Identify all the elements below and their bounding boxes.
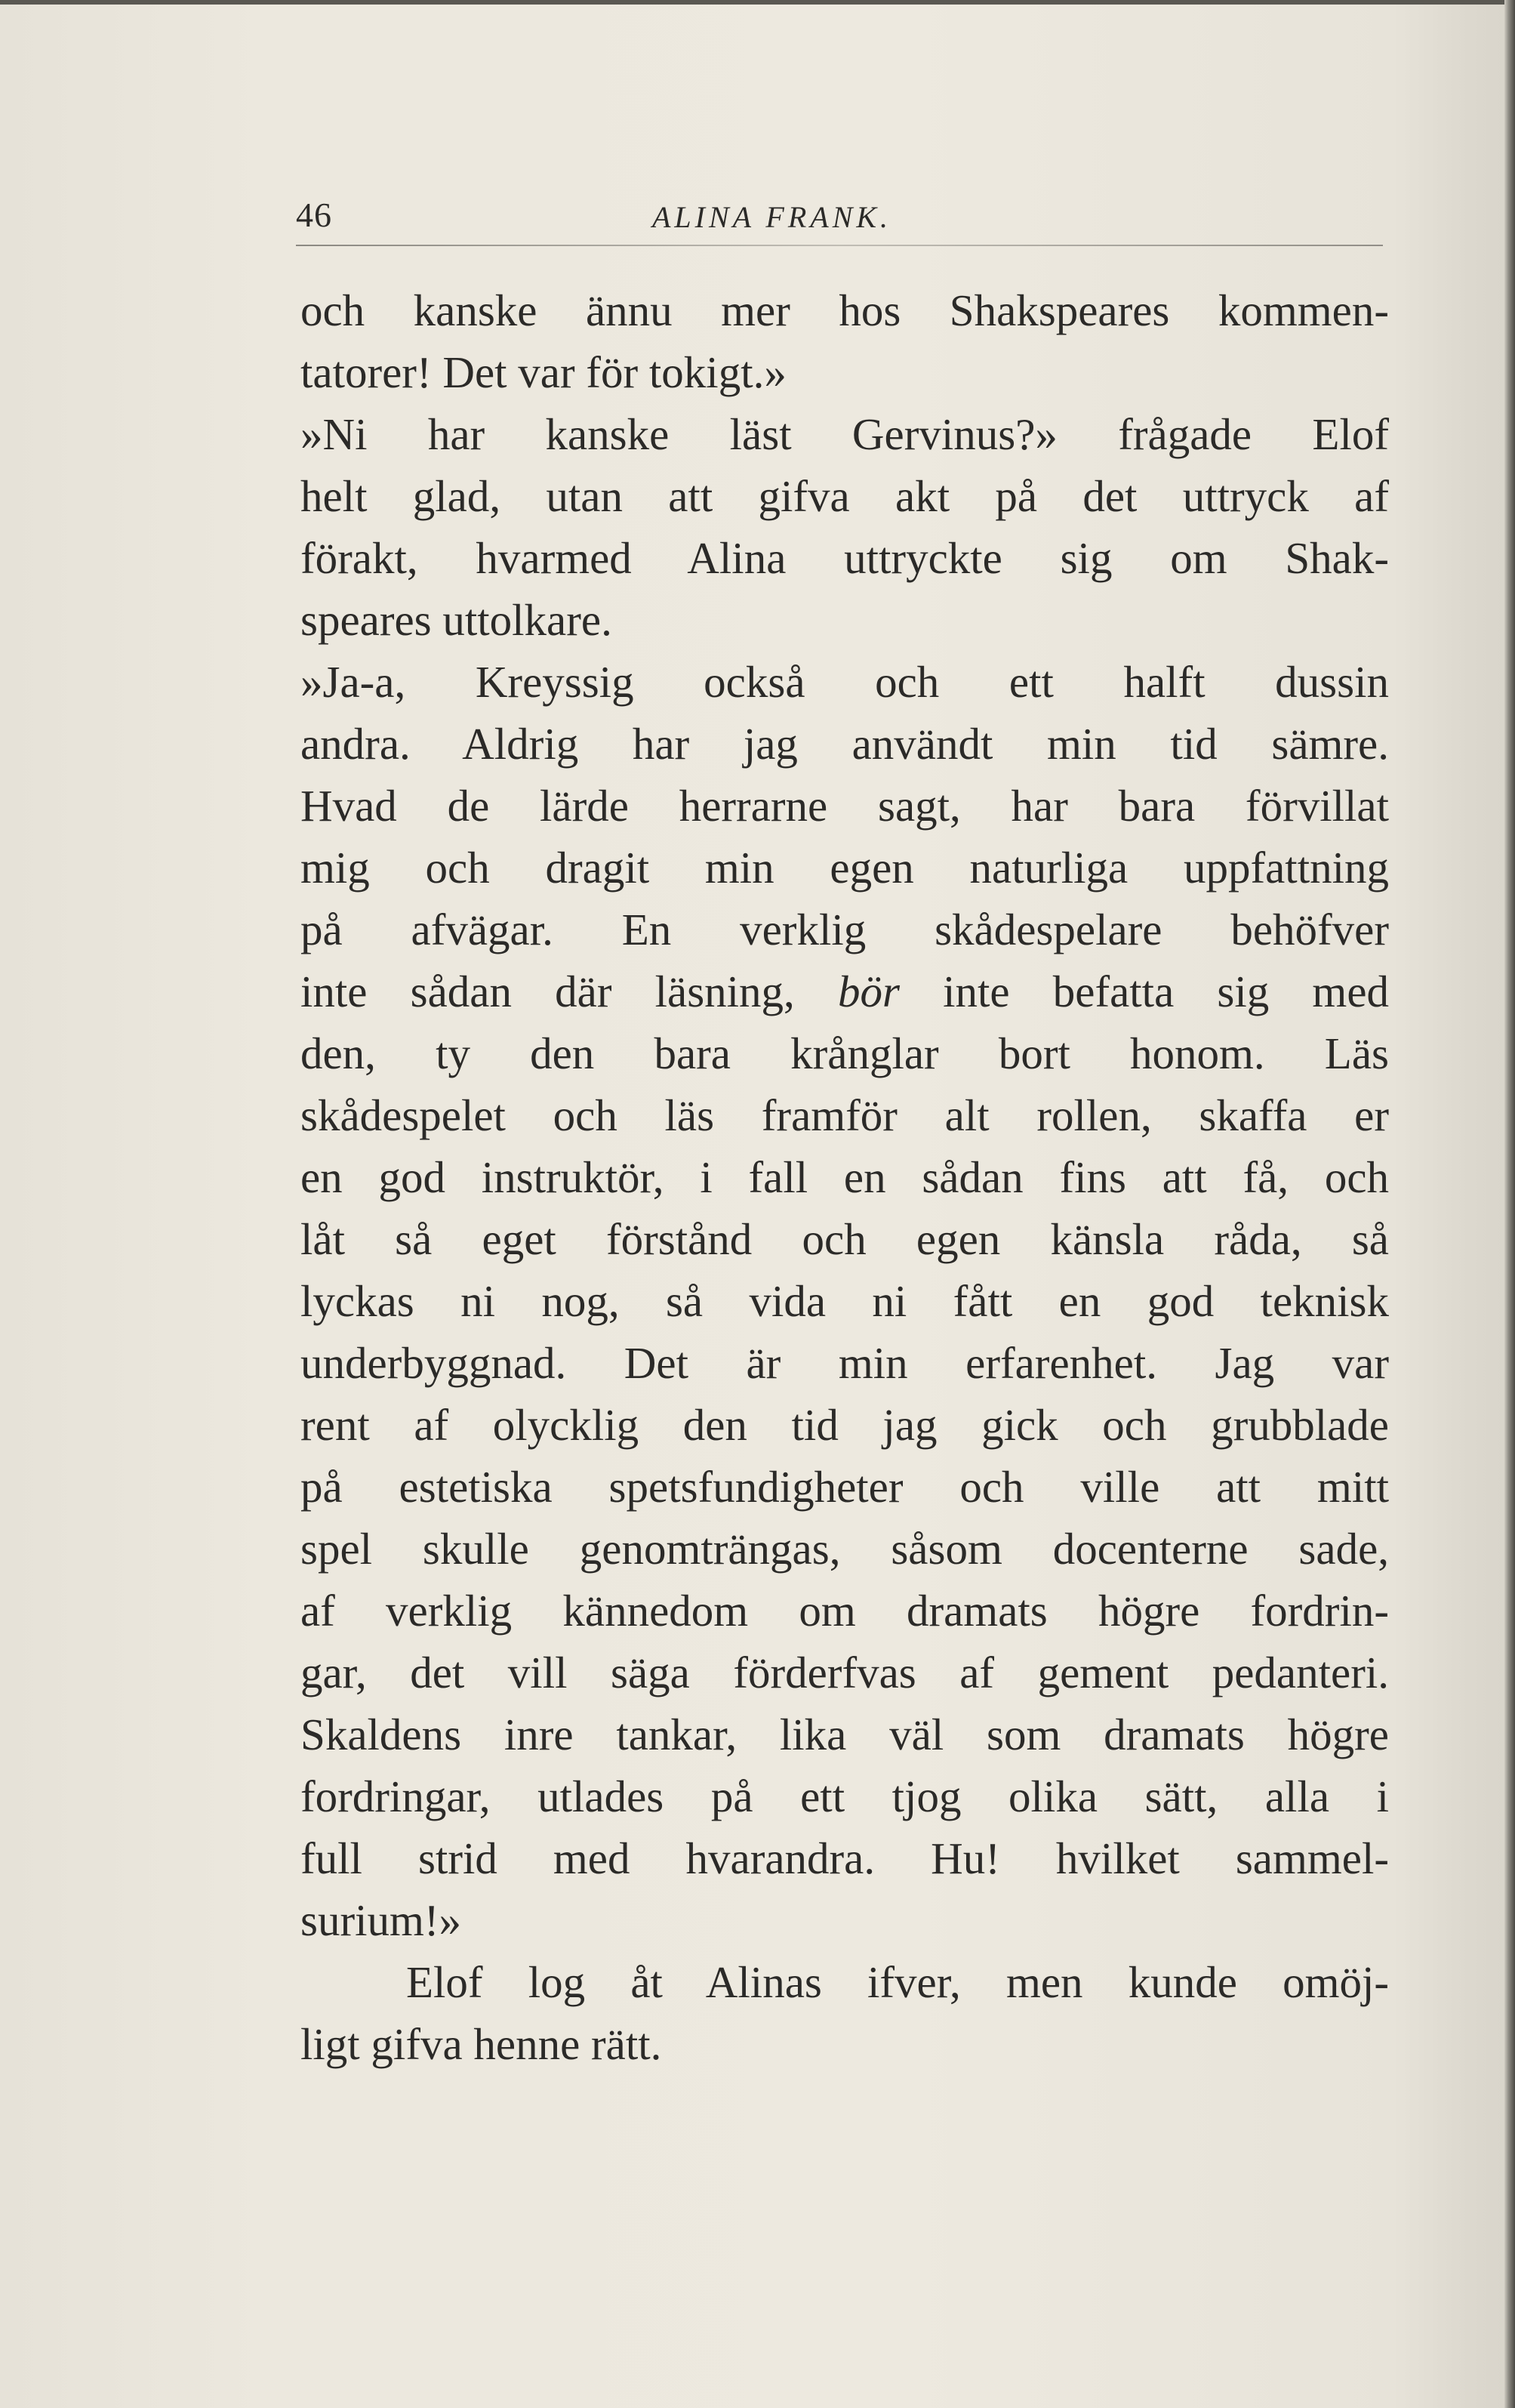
text-line: på afvägar. En verklig skådespelare behöfver (300, 905, 1389, 954)
text-line: spel skulle genomträngas, såsom docenterne sade, (300, 1524, 1389, 1574)
text-line: »Ni har kanske läst Gervinus?» frågade Elof (300, 409, 1389, 459)
text-line: lyckas ni nog, så vida ni fått en god teknisk (300, 1276, 1389, 1326)
page-number: 46 (296, 196, 332, 234)
page-right-edge (1504, 0, 1515, 2408)
text-line: ligt gifva henne rätt. (300, 2019, 662, 2069)
running-head (296, 195, 1383, 240)
text-line: skådespelet och läs framför alt rollen, skaffa er (300, 1090, 1389, 1140)
text-line: speares uttolkare. (300, 595, 612, 645)
text-segment: inte befatta sig med (943, 967, 1390, 1016)
text-line: Skaldens inre tankar, lika väl som dramats högre (300, 1710, 1389, 1759)
text-line: den, ty den bara krånglar bort honom. Läs (300, 1028, 1389, 1078)
text-line: full strid med hvarandra. Hu! hvilket sammel- (300, 1833, 1389, 1883)
text-line: Elof log åt Alinas ifver, men kunde omöj- (406, 1957, 1389, 2007)
page-top-edge (0, 0, 1515, 5)
text-line: helt glad, utan att gifva akt på det uttryck af (300, 471, 1389, 521)
text-line: och kanske ännu mer hos Shakspeares kommen- (300, 285, 1389, 335)
text-line-with-emphasis (300, 960, 1389, 1022)
text-line: tatorer! Det var för tokigt.» (300, 347, 787, 397)
text-line: underbyggnad. Det är min erfarenhet. Jag var (300, 1338, 1389, 1388)
text-line: förakt, hvarmed Alina uttryckte sig om Shak- (300, 533, 1389, 583)
header-rule (296, 245, 1383, 246)
text-line: låt så eget förstånd och egen känsla råda, så (300, 1214, 1389, 1264)
text-line: gar, det vill säga förderfvas af gement pedanteri. (300, 1648, 1389, 1697)
text-line: fordringar, utlades på ett tjog olika sätt, alla i (300, 1771, 1389, 1821)
text-line: af verklig kännedom om dramats högre fordrin- (300, 1586, 1389, 1636)
emphasized-word: bör (837, 967, 900, 1016)
text-line: en god instruktör, i fall en sådan fins att få, och (300, 1152, 1389, 1202)
text-line: mig och dragit min egen naturliga uppfattning (300, 843, 1389, 893)
running-title: ALINA FRANK. (652, 200, 892, 234)
body-text (300, 279, 1389, 2075)
text-line: Hvad de lärde herrarne sagt, har bara förvillat (300, 781, 1389, 831)
text-line: rent af olycklig den tid jag gick och grubblade (300, 1400, 1389, 1450)
text-segment: inte sådan där läsning, (300, 967, 795, 1016)
text-line: surium!» (300, 1895, 462, 1945)
text-line: »Ja-a, Kreyssig också och ett halft dussin (300, 657, 1389, 707)
text-line: andra. Aldrig har jag användt min tid sämre. (300, 719, 1389, 769)
text-line: på estetiska spetsfundigheter och ville att mitt (300, 1462, 1389, 1512)
